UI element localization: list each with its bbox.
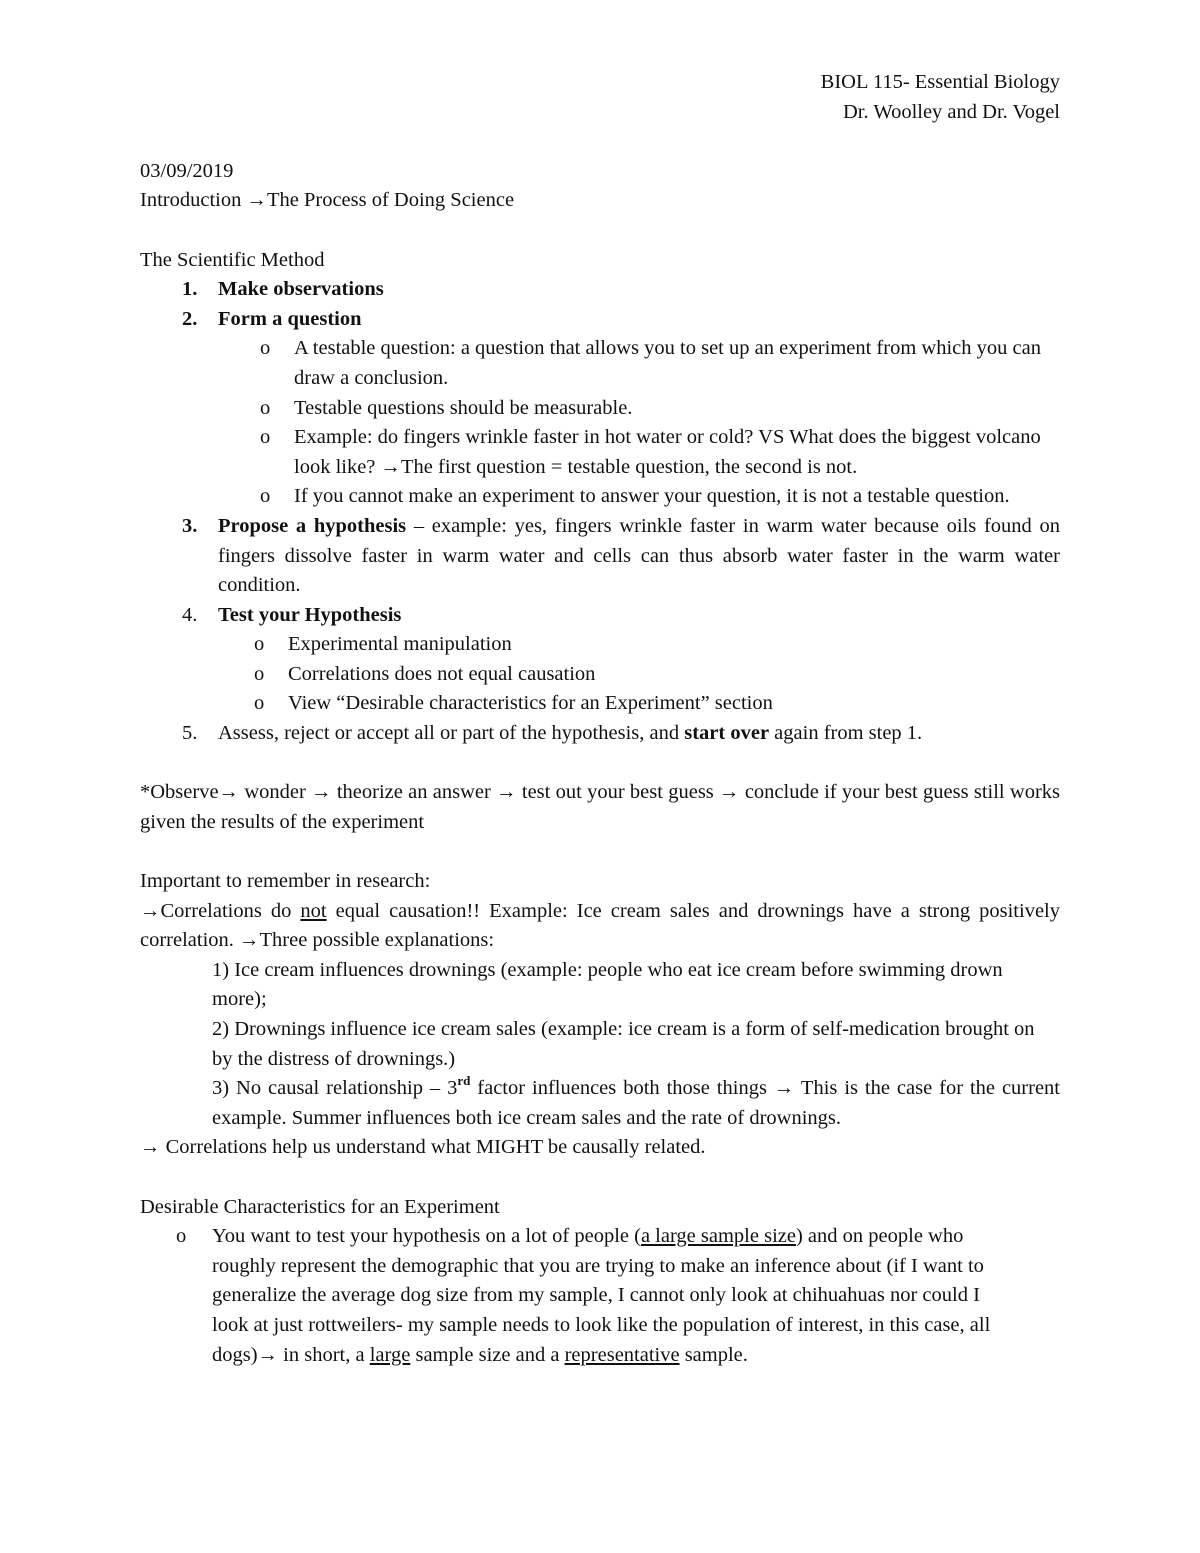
summary-line: *Observe→ wonder → theorize an answer → test out your best guess → conclude if your best guess still works given the results of the experiment	[140, 781, 1060, 833]
intro-title: The Process of Doing Science	[266, 189, 515, 212]
bullet-icon: o	[260, 485, 271, 508]
text-run: equal causation!! Example: Ice cream sales and drownings have a strong positively correlation. →Three possible explanations:	[140, 899, 1060, 952]
step-text: again from step 1.	[769, 722, 923, 745]
method-step-4	[140, 601, 1060, 631]
closing-line: → Correlations help us understand what MIGHT be causally related.	[140, 1136, 706, 1159]
list-item	[140, 394, 1060, 424]
superscript: rd	[457, 1073, 471, 1089]
list-item	[140, 630, 1060, 660]
step-number: 3.	[182, 514, 198, 537]
bullet-icon: o	[260, 337, 271, 360]
list-item	[140, 482, 1060, 512]
method-step-1	[140, 275, 1060, 305]
text-run: sample.	[679, 1343, 748, 1366]
bullet-icon: o	[254, 633, 265, 656]
arrow-icon: →	[246, 189, 267, 212]
step-label: Test your Hypothesis	[218, 603, 402, 626]
desirable-heading: Desirable Characteristics for an Experiment	[140, 1195, 500, 1218]
text-run: →Correlations do	[140, 899, 301, 922]
step-text: Assess, reject or accept all or part of the hypothesis, and	[218, 722, 685, 745]
explanation-3	[140, 1074, 1060, 1133]
bullet-icon: o	[254, 662, 265, 685]
bullet-icon: o	[176, 1225, 187, 1248]
text-run: factor influences both those things → This is the case for the current example. Summer influences both ice cream sales and the rate of drownings.	[212, 1077, 1061, 1129]
bullet-text: Correlations does not equal causation	[288, 662, 596, 685]
bullet-icon: o	[254, 692, 265, 715]
method-heading: The Scientific Method	[140, 248, 325, 271]
bullet-text: Example: do fingers wrinkle faster in hot water or cold? VS What does the biggest volcano look like? →The first question = testable question, the second is not.	[294, 426, 1041, 478]
step-label: Form a question	[218, 307, 362, 330]
list-item	[140, 423, 1060, 482]
step-label: Make observations	[218, 278, 384, 301]
underlined-not: not	[300, 899, 327, 922]
bullet-icon: o	[260, 426, 271, 449]
underlined-text: large	[369, 1343, 411, 1366]
list-item	[140, 1222, 1012, 1370]
text-run: You want to test your hypothesis on a lot of people (	[212, 1225, 641, 1248]
list-item	[140, 689, 1060, 719]
bullet-text: View “Desirable characteristics for an Experiment” section	[288, 692, 773, 715]
text-run: ) and on people who roughly represent the demographic that you are trying to make an inference about (if I want to generalize the average dog size from my sample, I cannot only look at chihuahuas nor could I look at just rottweilers- my sample needs to look like the population of interest, in this case, all dogs)→ in short, a	[212, 1225, 991, 1366]
method-step-3	[140, 512, 1060, 601]
step-label: Propose a hypothesis	[218, 514, 407, 537]
bullet-text: If you cannot make an experiment to answer your question, it is not a testable question.	[294, 485, 1010, 508]
instructors: Dr. Woolley and Dr. Vogel	[842, 100, 1060, 123]
document-page	[140, 68, 1060, 1370]
course-title: BIOL 115- Essential Biology	[820, 71, 1060, 93]
text-run: 3) No causal relationship – 3	[212, 1077, 458, 1100]
intro-label: Introduction	[140, 189, 247, 212]
step-number: 4.	[182, 603, 198, 626]
text-run: sample size and a	[410, 1343, 565, 1366]
bullet-text: Testable questions should be measurable.	[294, 396, 633, 419]
correlation-paragraph	[140, 897, 1060, 956]
step-number: 1.	[182, 278, 198, 301]
bullet-text: A testable question: a question that allows you to set up an experiment from which you can draw a conclusion.	[294, 337, 1041, 389]
list-item	[140, 334, 1060, 393]
list-item	[140, 660, 1060, 690]
remember-heading: Important to remember in research:	[140, 870, 431, 893]
method-step-5	[140, 719, 1060, 749]
bullet-icon: o	[260, 396, 271, 419]
method-step-2	[140, 305, 1060, 335]
intro-line	[140, 186, 1060, 216]
underlined-text: representative	[564, 1343, 680, 1366]
step-number: 5.	[182, 722, 198, 745]
step-text: – example: yes, fingers wrinkle faster in warm water because oils found on fingers dissolve faster in warm water and cells can thus absorb water faster in the warm water condition.	[218, 514, 1060, 597]
date: 03/09/2019	[140, 159, 234, 182]
underlined-text: a large sample size	[640, 1225, 796, 1248]
explanation-1: 1) Ice cream influences drownings (example: people who eat ice cream before swimming drown more);	[212, 958, 1003, 1011]
start-over-emphasis: start over	[684, 722, 770, 745]
explanation-2: 2) Drownings influence ice cream sales (example: ice cream is a form of self-medication brought on by the distress of drownings.)	[212, 1018, 1035, 1070]
step-number: 2.	[182, 307, 198, 330]
bullet-text: Experimental manipulation	[288, 633, 512, 656]
